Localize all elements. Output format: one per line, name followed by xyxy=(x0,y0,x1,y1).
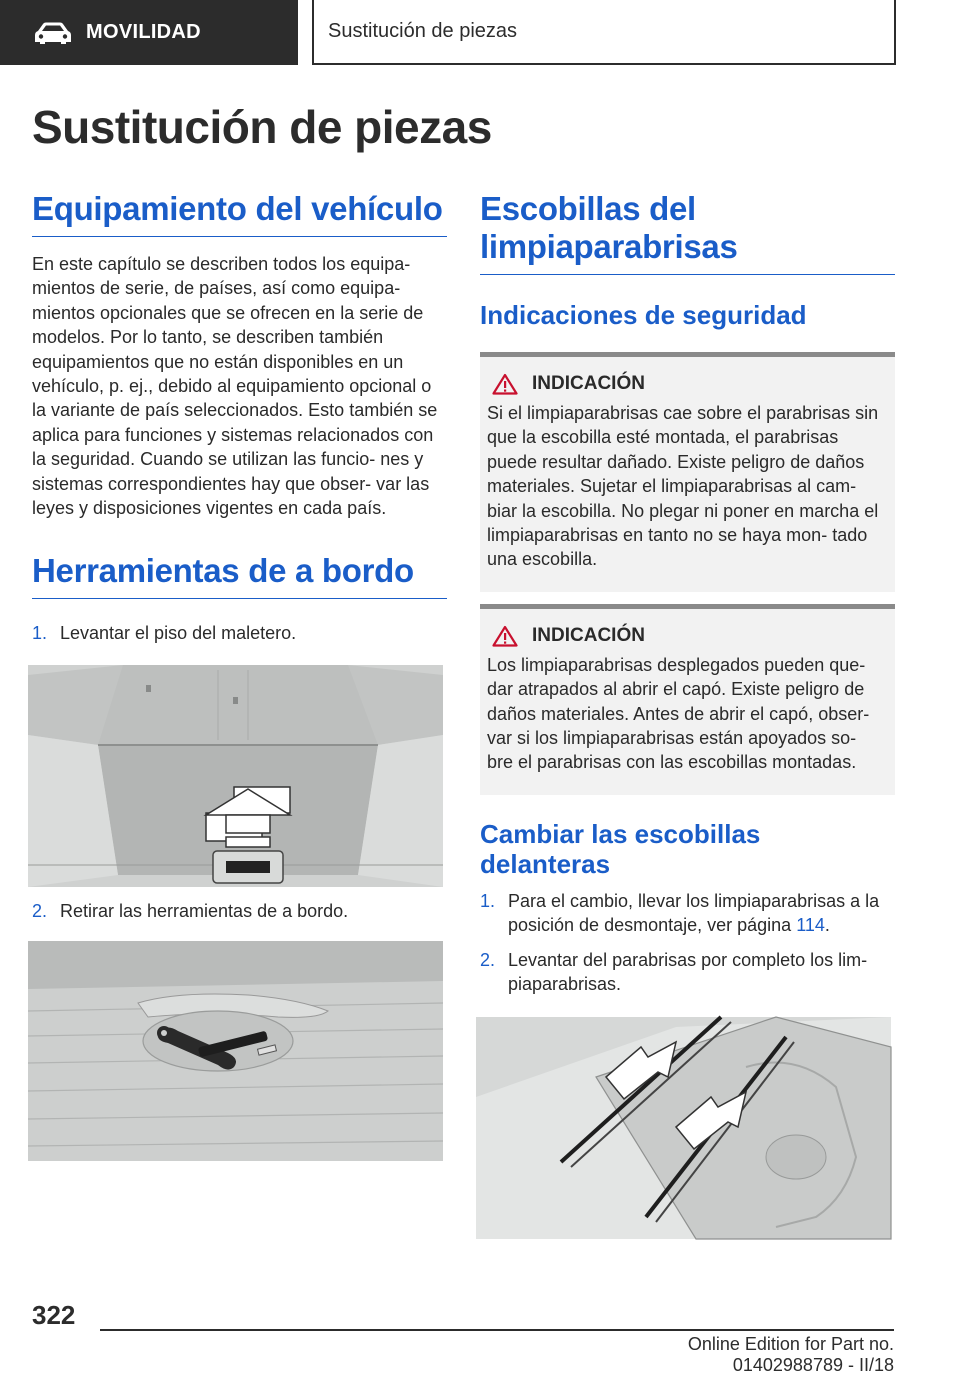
tools-steps-2 xyxy=(32,899,447,923)
page-link[interactable]: 114 xyxy=(796,914,825,935)
chapter-header xyxy=(312,0,896,65)
onboard-tools-illustration xyxy=(28,941,443,1161)
wiper-heading: Escobillas del limpiaparabrisas xyxy=(480,190,895,275)
right-column xyxy=(480,190,895,1239)
tools-heading: Herramientas de a bordo xyxy=(32,552,447,599)
car-icon xyxy=(34,21,72,45)
section-tab[interactable] xyxy=(0,0,298,65)
note-title: INDICACIÓN xyxy=(532,624,645,646)
step-text: Levantar el piso del maletero. xyxy=(60,623,297,644)
step-text: Levantar del parabrisas por completo los lim- piaparabrisas. xyxy=(508,949,868,994)
step-number: 1. xyxy=(480,890,496,911)
list-item xyxy=(32,899,447,923)
footer-divider xyxy=(100,1329,894,1331)
step-number: 2. xyxy=(32,901,48,922)
change-wipers-steps xyxy=(480,889,895,996)
note-title: INDICACIÓN xyxy=(532,373,645,394)
list-item xyxy=(480,948,895,996)
page-number: 322 xyxy=(32,1300,76,1330)
note-text: Si el limpiaparabrisas cae sobre el parabrisas sin que la escobilla esté montada, el parabrisas puede resultar dañado. Existe peligro de daños materiales. Sujetar el limpiaparabrisas al cam- biar la escobilla. No plegar ni poner en marcha el limpiaparabrisas en tanto no se haya mon- tado una escobilla. xyxy=(487,403,879,570)
chapter-label: Sustitución de piezas xyxy=(328,20,518,42)
note-box-1 xyxy=(480,352,895,592)
tools-steps-1 xyxy=(32,621,447,645)
note-text: Los limpiaparabrisas desplegados pueden que- dar atrapados al abrir el capó. Existe peligro de daños materiales. Antes de abrir el capó, obser- var si los limpiaparabrisas están apoyados so- bre el parabrisas con las escobillas montadas. xyxy=(487,654,870,773)
equipment-text: En este capítulo se describen todos los equipa- mientos de serie, de países, así como equipa- mientos opcionales que se ofrecen en la serie de modelos. Por lo tanto, se describen también equipamientos que no están disponibles en un vehículo, p. ej., debido al equipamiento opcional o la variante de país seleccionados. Esto también se aplica para funciones y sistemas relacionados con la seguridad. Cuando se utilizan las funcio- nes y sistemas correspondientes hay que obser- var las leyes y disposiciones vigentes en cada país. xyxy=(32,254,438,519)
list-item xyxy=(32,621,447,645)
warning-triangle-icon xyxy=(492,625,518,647)
section-label: MOVILIDAD xyxy=(86,21,201,43)
step-number: 2. xyxy=(480,949,496,970)
left-column xyxy=(32,190,447,1161)
trunk-floor-illustration xyxy=(28,665,443,887)
page-title: Sustitución de piezas xyxy=(32,101,492,153)
change-wipers-heading: Cambiar las escobillas delanteras xyxy=(480,818,761,879)
step-text: Para el cambio, llevar los limpiaparabrisas a la posición de desmontaje, ver página 114. xyxy=(508,890,880,935)
step-text: Retirar las herramientas de a bordo. xyxy=(60,901,349,922)
equipment-heading: Equipamiento del vehículo xyxy=(32,190,447,237)
warning-triangle-icon xyxy=(492,373,518,395)
note-box-2 xyxy=(480,604,895,795)
edition-label: Online Edition for Part no. 01402988789 - II/18 xyxy=(687,1334,894,1375)
list-item xyxy=(480,889,895,937)
safety-heading: Indicaciones de seguridad xyxy=(480,300,807,330)
windshield-wipers-illustration xyxy=(476,1017,891,1239)
step-number: 1. xyxy=(32,623,48,644)
